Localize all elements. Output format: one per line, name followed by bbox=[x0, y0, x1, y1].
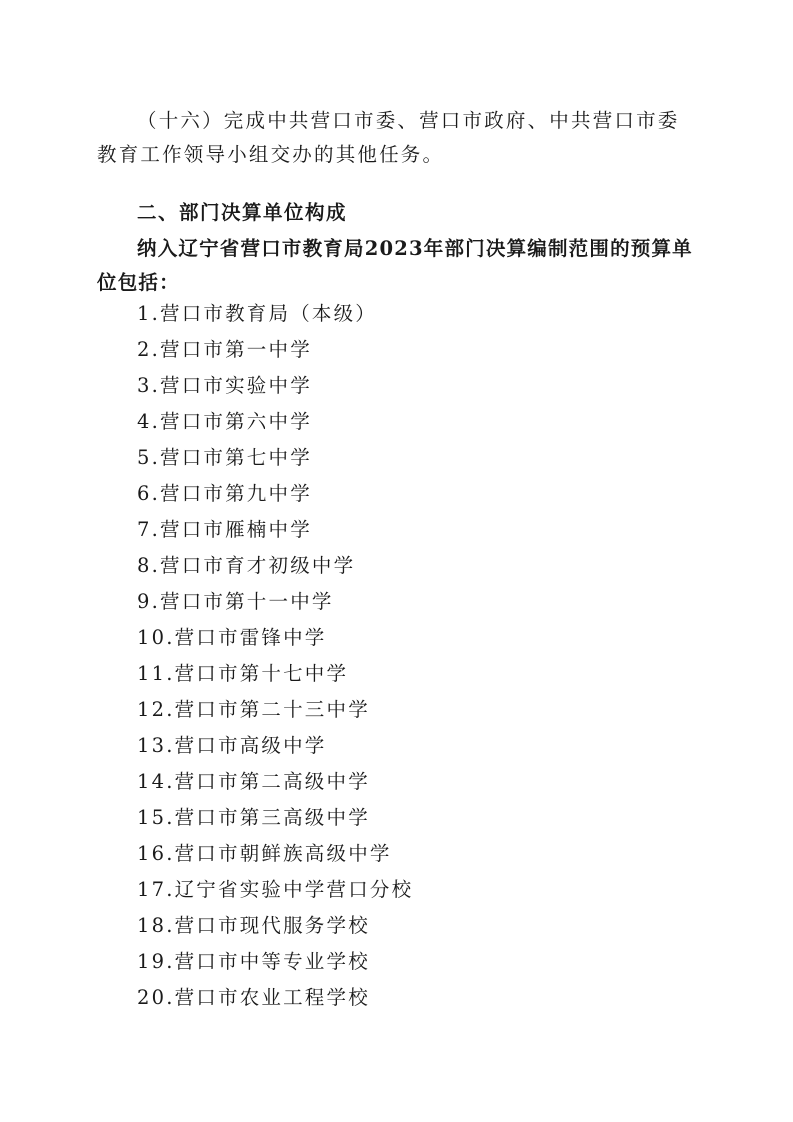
list-item: 4.营口市第六中学 bbox=[137, 410, 312, 433]
list-item: 14.营口市第二高级中学 bbox=[137, 770, 370, 793]
list-item: 8.营口市育才初级中学 bbox=[137, 554, 356, 577]
list-item: 7.营口市雁楠中学 bbox=[137, 518, 312, 541]
list-item: 2.营口市第一中学 bbox=[137, 338, 312, 361]
list-item: 20.营口市农业工程学校 bbox=[137, 986, 370, 1009]
list-item: 11.营口市第十七中学 bbox=[137, 662, 349, 685]
unit-list bbox=[137, 296, 413, 1016]
section-heading: 二、部门决算单位构成 bbox=[137, 201, 348, 224]
list-item: 9.营口市第十一中学 bbox=[137, 590, 334, 613]
list-item: 1.营口市教育局（本级） bbox=[137, 302, 378, 325]
list-item: 18.营口市现代服务学校 bbox=[137, 914, 370, 937]
list-item: 17.辽宁省实验中学营口分校 bbox=[137, 878, 414, 901]
list-item: 13.营口市高级中学 bbox=[137, 734, 327, 757]
list-item: 6.营口市第九中学 bbox=[137, 482, 312, 505]
list-item: 16.营口市朝鲜族高级中学 bbox=[137, 842, 392, 865]
paragraph-task-16: （十六）完成中共营口市委、营口市政府、中共营口市委教育工作领导小组交办的其他任务。 bbox=[97, 109, 680, 166]
list-item: 19.营口市中等专业学校 bbox=[137, 950, 370, 973]
list-item: 10.营口市雷锋中学 bbox=[137, 626, 327, 649]
list-item: 5.营口市第七中学 bbox=[137, 446, 312, 469]
intro-paragraph: 纳入辽宁省营口市教育局2023年部门决算编制范围的预算单位包括： bbox=[97, 237, 693, 294]
list-item: 15.营口市第三高级中学 bbox=[137, 806, 370, 829]
list-item: 3.营口市实验中学 bbox=[137, 374, 312, 397]
list-item: 12.营口市第二十三中学 bbox=[137, 698, 370, 721]
